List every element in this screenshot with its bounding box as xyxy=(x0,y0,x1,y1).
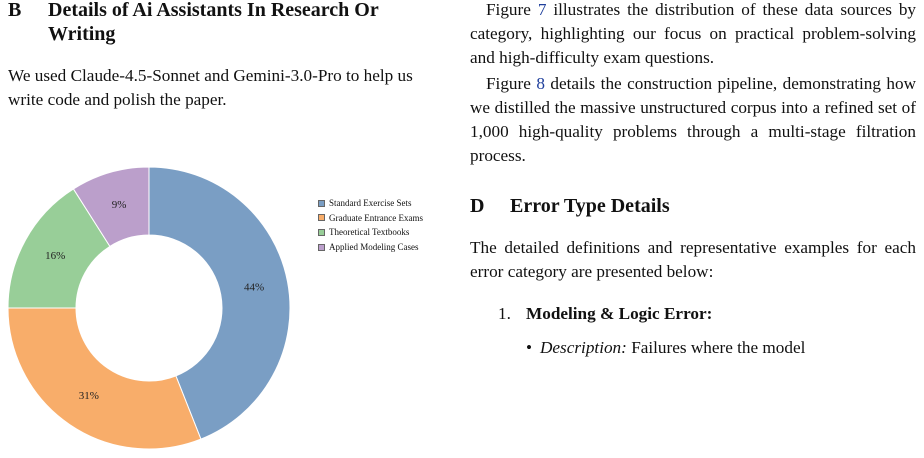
legend-entry-2 xyxy=(318,211,423,226)
bullet-glyph: • xyxy=(526,338,533,357)
legend-swatch-3 xyxy=(318,229,325,236)
slice-label-4: 9% xyxy=(111,198,127,211)
section-b-body: We used Claude-4.5-Sonnet and Gemini-3.0-Pro to help us write code and polish the paper. xyxy=(8,66,413,109)
list-item-1-number: 1. xyxy=(498,304,511,323)
section-b-heading xyxy=(8,0,438,46)
legend-label-1: Standard Exercise Sets xyxy=(329,198,412,208)
chart-legend xyxy=(318,196,423,254)
paragraph-figure-7: Figure 7 illustrates the distribution of these data sources by category, highlighting our focus on practical problem-solving and high-difficulty exam questions. xyxy=(470,0,917,67)
section-d-title: Error Type Details xyxy=(510,195,670,217)
slice-label-3: 16% xyxy=(45,249,66,262)
legend-entry-4 xyxy=(318,240,423,255)
list-item-1-title: Modeling & Logic Error: xyxy=(526,304,713,323)
bullet-text-wrapper xyxy=(540,336,805,360)
legend-swatch-4 xyxy=(318,244,325,251)
section-b-title: Details of Ai Assistants In Research Or Writing xyxy=(48,0,379,45)
slice-label-1: 44% xyxy=(244,281,265,294)
left-column xyxy=(8,0,438,112)
donut-slice-2 xyxy=(8,308,201,449)
section-d-heading xyxy=(470,194,916,218)
slice-label-2: 31% xyxy=(78,390,99,403)
legend-label-4: Applied Modeling Cases xyxy=(329,241,419,252)
bullet-label: Description: xyxy=(540,338,627,357)
section-d-number: D xyxy=(470,195,485,217)
right-column xyxy=(470,0,916,360)
bullet-description xyxy=(470,336,916,360)
figure-8-link[interactable]: 8 xyxy=(536,74,545,93)
legend-entry-3 xyxy=(318,225,423,240)
legend-label-2: Graduate Entrance Exams xyxy=(329,212,423,223)
figure-7-link[interactable]: 7 xyxy=(537,0,547,19)
paragraph-figure-8: Figure 8 details the construction pipeline, demonstrating how we distilled the massive unstructured corpus into a refined set of 1,000 high-quality problems through a multi-stage filtration process. xyxy=(470,74,917,165)
section-d-body: The detailed definitions and representative examples for each error category are presented below: xyxy=(470,238,916,281)
donut-chart xyxy=(0,158,300,458)
list-item-1 xyxy=(470,302,916,326)
legend-swatch-2 xyxy=(318,214,325,221)
section-b-number: B xyxy=(8,0,22,21)
legend-label-3: Theoretical Textbooks xyxy=(329,227,410,238)
bullet-text: Failures where the model xyxy=(626,338,806,357)
legend-entry-1 xyxy=(318,196,423,211)
legend-swatch-1 xyxy=(318,200,325,207)
